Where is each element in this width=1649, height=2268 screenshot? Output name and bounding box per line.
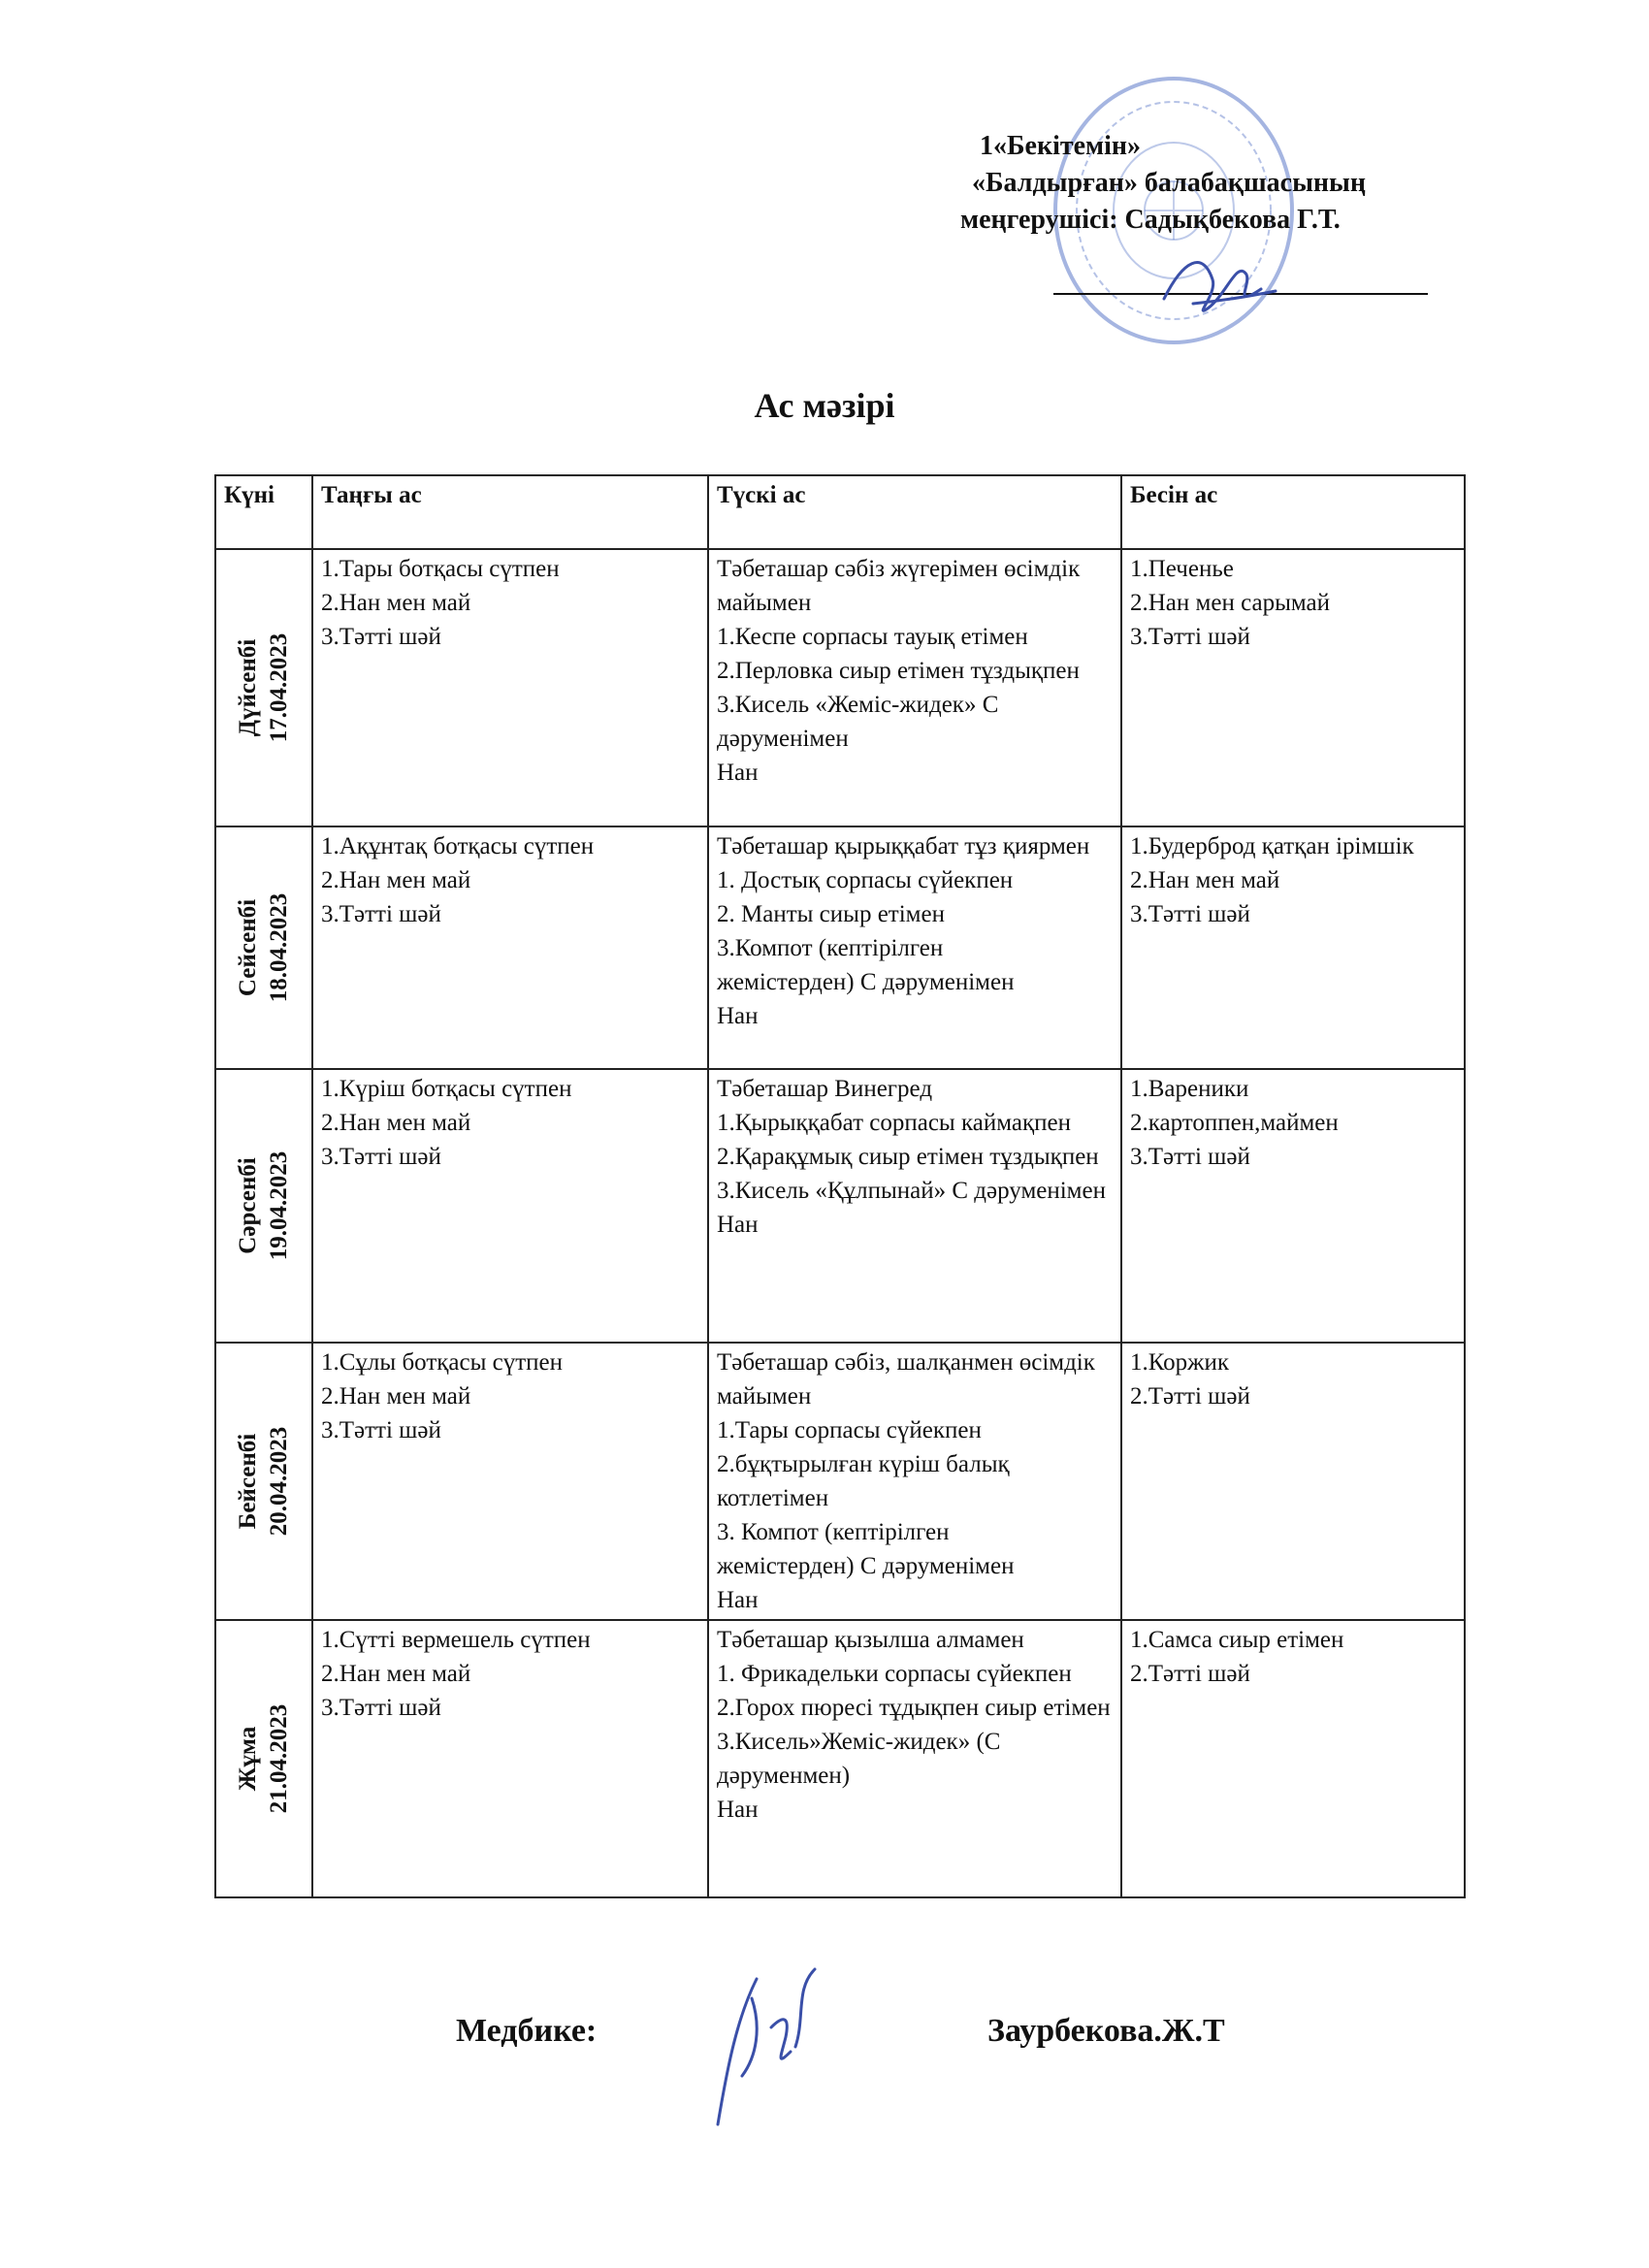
snack-cell (1121, 1069, 1465, 1343)
menu-item: 2.картоппен,маймен (1130, 1110, 1339, 1136)
breakfast-cell (312, 1069, 708, 1343)
header-row (215, 475, 1465, 549)
nurse-label: Медбике: (456, 2013, 598, 2049)
menu-item: 2.Қарақұмық сиыр етімен тұздықпен (717, 1144, 1099, 1170)
breakfast-cell (312, 549, 708, 826)
header-lunch: Түскі ас (708, 475, 1121, 549)
day-date: 21.04.2023 (266, 1703, 292, 1814)
day-name: Дүйсенбі (235, 638, 261, 737)
menu-item: 1.Тары ботқасы сүтпен (321, 556, 560, 582)
table-row (215, 1620, 1465, 1897)
menu-item: 2.Нан мен май (321, 590, 471, 616)
menu-item: 2.бұқтырылған күріш балық котлетімен (717, 1451, 1010, 1511)
breakfast-cell (312, 826, 708, 1069)
day-cell (215, 1620, 312, 1897)
menu-item: 1.Тары сорпасы сүйекпен (717, 1417, 982, 1443)
approval-block (960, 128, 1504, 239)
nurse-signature (698, 1960, 854, 2134)
header-day: Күні (215, 475, 312, 549)
menu-item: жемістерден) С дәруменімен (717, 1553, 1015, 1579)
lunch-cell (708, 826, 1121, 1069)
day-cell (215, 1069, 312, 1343)
approval-kindergarten: «Балдырған» балабақшасының (972, 168, 1367, 198)
director-signature (1154, 241, 1280, 328)
nurse-name: Заурбекова.Ж.Т (987, 2013, 1225, 2049)
day-cell (215, 826, 312, 1069)
day-date: 19.04.2023 (266, 1150, 292, 1261)
lunch-cell (708, 1069, 1121, 1343)
menu-item: 2.Нан мен май (321, 1383, 471, 1409)
menu-item: 1.Сұлы ботқасы сүтпен (321, 1349, 564, 1376)
day-date: 18.04.2023 (266, 892, 292, 1003)
menu-item: Тәбеташар қырыққабат тұз қиярмен (717, 833, 1090, 859)
menu-item: 3.Тәтті шәй (1130, 1144, 1250, 1170)
menu-item: 3.Кисель «Жеміс-жидек» С дәруменімен (717, 692, 999, 752)
menu-item: 2.Горох пюресі тұдықпен сиыр етімен (717, 1695, 1111, 1721)
menu-item: Тәбеташар Винегред (717, 1076, 933, 1102)
menu-item: 3.Тәтті шәй (1130, 901, 1250, 927)
approval-heading: 1«Бекітемін» (980, 131, 1142, 161)
day-name: Жұма (235, 1726, 261, 1792)
header-breakfast: Таңғы ас (312, 475, 708, 549)
menu-item: 1.Сүтті вермешель сүтпен (321, 1627, 591, 1653)
day-cell (215, 549, 312, 826)
lunch-cell (708, 1343, 1121, 1620)
snack-cell (1121, 826, 1465, 1069)
menu-item: 1. Фрикадельки сорпасы сүйекпен (717, 1661, 1072, 1687)
menu-item: 1.Күріш ботқасы сүтпен (321, 1076, 572, 1102)
menu-item: Нан (717, 1587, 759, 1613)
menu-item: 1. Достық сорпасы сүйекпен (717, 867, 1014, 893)
menu-item: Нан (717, 1003, 759, 1029)
day-date: 17.04.2023 (266, 632, 292, 743)
menu-item: 2.Нан мен май (321, 867, 471, 893)
menu-item: Тәбеташар сәбіз, шалқанмен өсімдік майымен (717, 1349, 1095, 1409)
menu-item: 3.Тәтті шәй (321, 624, 441, 650)
menu-item: Нан (717, 1797, 759, 1823)
breakfast-cell (312, 1343, 708, 1620)
lunch-cell (708, 1620, 1121, 1897)
menu-item: 3. Компот (кептірілген (717, 1519, 950, 1545)
approval-director: меңгерушісі: Садықбекова Г.Т. (960, 205, 1341, 235)
menu-item: 1.Ақұнтақ ботқасы сүтпен (321, 833, 595, 859)
menu-item: 1.Будерброд қатқан ірімшік (1130, 833, 1414, 859)
menu-item: 1.Вареники (1130, 1076, 1249, 1102)
menu-item: Нан (717, 1212, 759, 1238)
menu-item: 2.Нан мен сарымай (1130, 590, 1330, 616)
menu-item: Нан (717, 760, 759, 786)
menu-item: 1.Коржик (1130, 1349, 1229, 1376)
menu-item: 1.Кеспе сорпасы тауық етімен (717, 624, 1028, 650)
menu-item: 3.Кисель»Жеміс-жидек» (С дәруменмен) (717, 1729, 1001, 1789)
menu-item: 2.Нан мен май (1130, 867, 1280, 893)
menu-item: 2.Тәтті шәй (1130, 1383, 1250, 1409)
lunch-cell (708, 549, 1121, 826)
menu-item: 2. Манты сиыр етімен (717, 901, 945, 927)
header-snack: Бесін ас (1121, 475, 1465, 549)
menu-table (214, 474, 1466, 1898)
snack-cell (1121, 1343, 1465, 1620)
menu-item: Тәбеташар сәбіз жүгерімен өсімдік майымен (717, 556, 1081, 616)
menu-item: 2.Перловка сиыр етімен тұздықпен (717, 658, 1080, 684)
table-row (215, 549, 1465, 826)
menu-item: 1.Қырыққабат сорпасы каймақпен (717, 1110, 1071, 1136)
menu-item: 3.Тәтті шәй (1130, 624, 1250, 650)
menu-item: 3.Тәтті шәй (321, 1144, 441, 1170)
menu-item: 1.Самса сиыр етімен (1130, 1627, 1344, 1653)
menu-item: 3.Кисель «Құлпынай» С дәруменімен (717, 1178, 1106, 1204)
menu-item: 1.Печенье (1130, 556, 1234, 582)
menu-item: 3.Тәтті шәй (321, 901, 441, 927)
menu-item: 3.Компот (кептірілген (717, 935, 944, 961)
snack-cell (1121, 549, 1465, 826)
table-row (215, 826, 1465, 1069)
menu-item: 2.Нан мен май (321, 1661, 471, 1687)
menu-item: 2.Тәтті шәй (1130, 1661, 1250, 1687)
menu-item: 2.Нан мен май (321, 1110, 471, 1136)
menu-item: жемістерден) С дәруменімен (717, 969, 1015, 995)
table-row (215, 1343, 1465, 1620)
snack-cell (1121, 1620, 1465, 1897)
menu-item: 3.Тәтті шәй (321, 1417, 441, 1443)
day-cell (215, 1343, 312, 1620)
page-title: Ас мәзірі (754, 386, 895, 425)
menu-item: 3.Тәтті шәй (321, 1695, 441, 1721)
day-name: Сәрсенбі (235, 1157, 261, 1254)
day-date: 20.04.2023 (266, 1426, 292, 1537)
day-name: Бейсенбі (235, 1433, 261, 1530)
breakfast-cell (312, 1620, 708, 1897)
day-name: Сейсенбі (235, 898, 261, 997)
table-row (215, 1069, 1465, 1343)
menu-item: Тәбеташар қызылша алмамен (717, 1627, 1024, 1653)
